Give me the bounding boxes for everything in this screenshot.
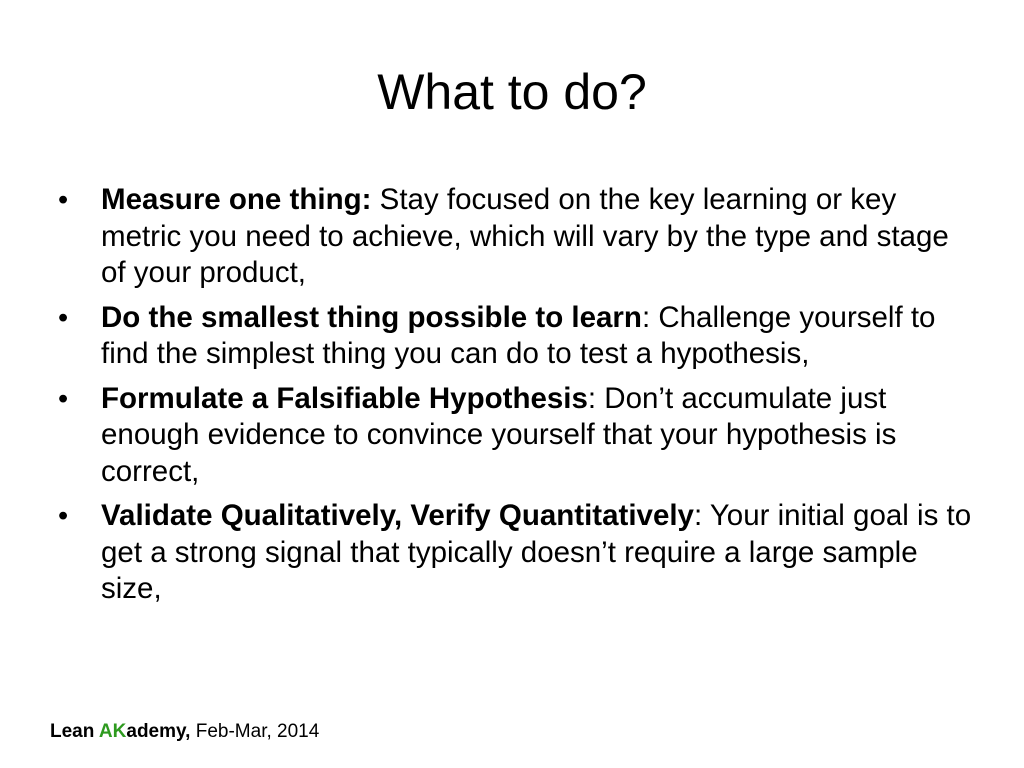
footer-date: Feb-Mar, 2014 xyxy=(190,721,320,742)
bullet-text: : Challenge yourself to find the simplest thing you can do to test a hypothesis, xyxy=(101,300,936,370)
bullet-list xyxy=(58,182,978,616)
footer-brand-part1: Lean xyxy=(50,721,99,742)
bullet-item-smallest-thing xyxy=(58,300,978,373)
bullet-item-falsifiable-hypothesis xyxy=(58,381,978,491)
bullet-icon: • xyxy=(58,301,69,334)
bullet-term: Measure one thing: xyxy=(101,183,372,216)
footer-brand-part2: ademy, xyxy=(126,721,191,742)
bullet-text: Stay focused on the key learning or key metric you need to achieve, which will vary by the type and stage of your product, xyxy=(101,183,949,289)
footer-brand-accent: AK xyxy=(98,721,127,742)
bullet-text: : Your initial goal is to get a strong signal that typically doesn’t require a large sample size, xyxy=(101,499,972,605)
bullet-icon: • xyxy=(58,184,69,216)
bullet-term: Formulate a Falsifiable Hypothesis xyxy=(101,381,588,415)
footer xyxy=(50,719,319,745)
bullet-term: Validate Qualitatively, Verify Quantitatively xyxy=(101,499,694,532)
bullet-item-measure-one-thing xyxy=(58,182,978,292)
bullet-text: : Don’t accumulate just enough evidence to convince yourself that your hypothesis is correct, xyxy=(101,381,897,488)
bullet-icon: • xyxy=(58,382,69,415)
bullet-item-validate-verify xyxy=(58,498,978,608)
slide-title: What to do? xyxy=(377,64,647,120)
bullet-term: Do the smallest thing possible to learn xyxy=(101,300,642,334)
bullet-icon: • xyxy=(58,500,69,532)
